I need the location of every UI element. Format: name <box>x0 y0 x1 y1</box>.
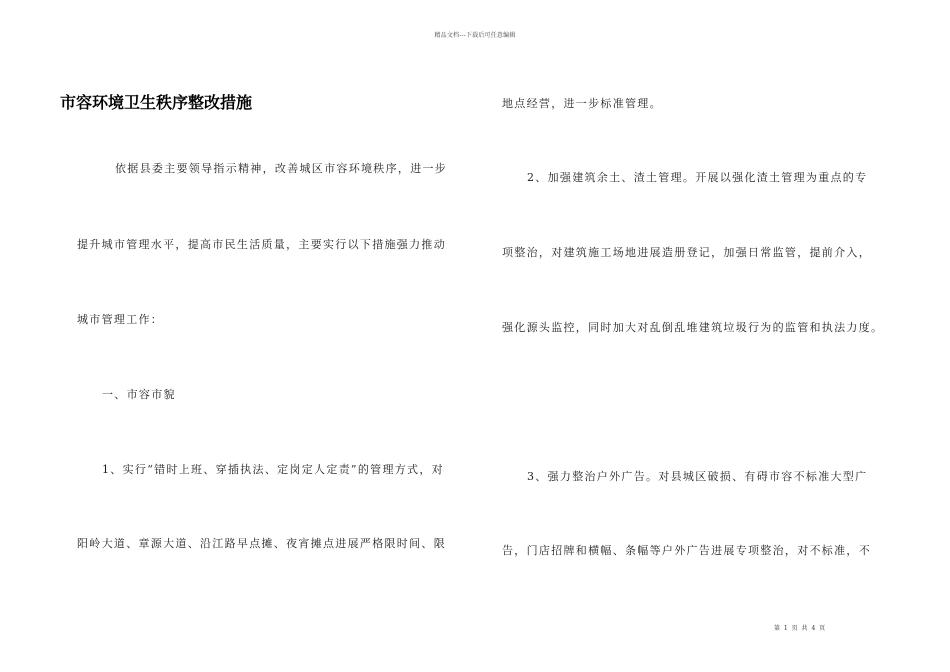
paragraph-line: 1、实行“错时上班、穿插执法、定岗定人定责”的管理方式，对 <box>102 463 444 476</box>
page-header: 精品文档---下载后可任意编辑 <box>434 32 516 39</box>
paragraph-line: 阳岭大道、章源大道、沿江路早点摊、夜宵摊点进展严格限时间、限 <box>77 537 446 550</box>
paragraph-line: 告，门店招牌和横幅、条幅等户外广告进展专项整治，对不标准，不 <box>502 544 871 557</box>
page-number: 第 1 页 共 4 页 <box>774 625 827 632</box>
paragraph-line: 城市管理工作： <box>77 313 164 326</box>
section-heading: 一、市容市貌 <box>102 388 176 401</box>
paragraph-line: 提升城市管理水平，提高市民生活质量，主要实行以下措施强力推动 <box>77 238 446 251</box>
paragraph-line: 项整治，对建筑施工场地进展造册登记，加强日常监管，提前介入， <box>502 246 871 259</box>
paragraph-line: 3、强力整治户外广告。对县城区破损、有碍市容不标准大型广 <box>527 470 868 483</box>
paragraph-line: 2、加强建筑余土、渣土管理。开展以强化渣土管理为重点的专 <box>527 171 868 184</box>
paragraph-line: 地点经营，进一步标准管理。 <box>502 97 662 110</box>
document-title: 市容环境卫生秩序整改措施 <box>60 93 253 112</box>
paragraph-line: 强化源头监控，同时加大对乱倒乱堆建筑垃圾行为的监管和执法力度。 <box>502 321 884 334</box>
paragraph-line: 依据县委主要领导指示精神，改善城区市容环境秩序，进一步 <box>115 162 448 175</box>
